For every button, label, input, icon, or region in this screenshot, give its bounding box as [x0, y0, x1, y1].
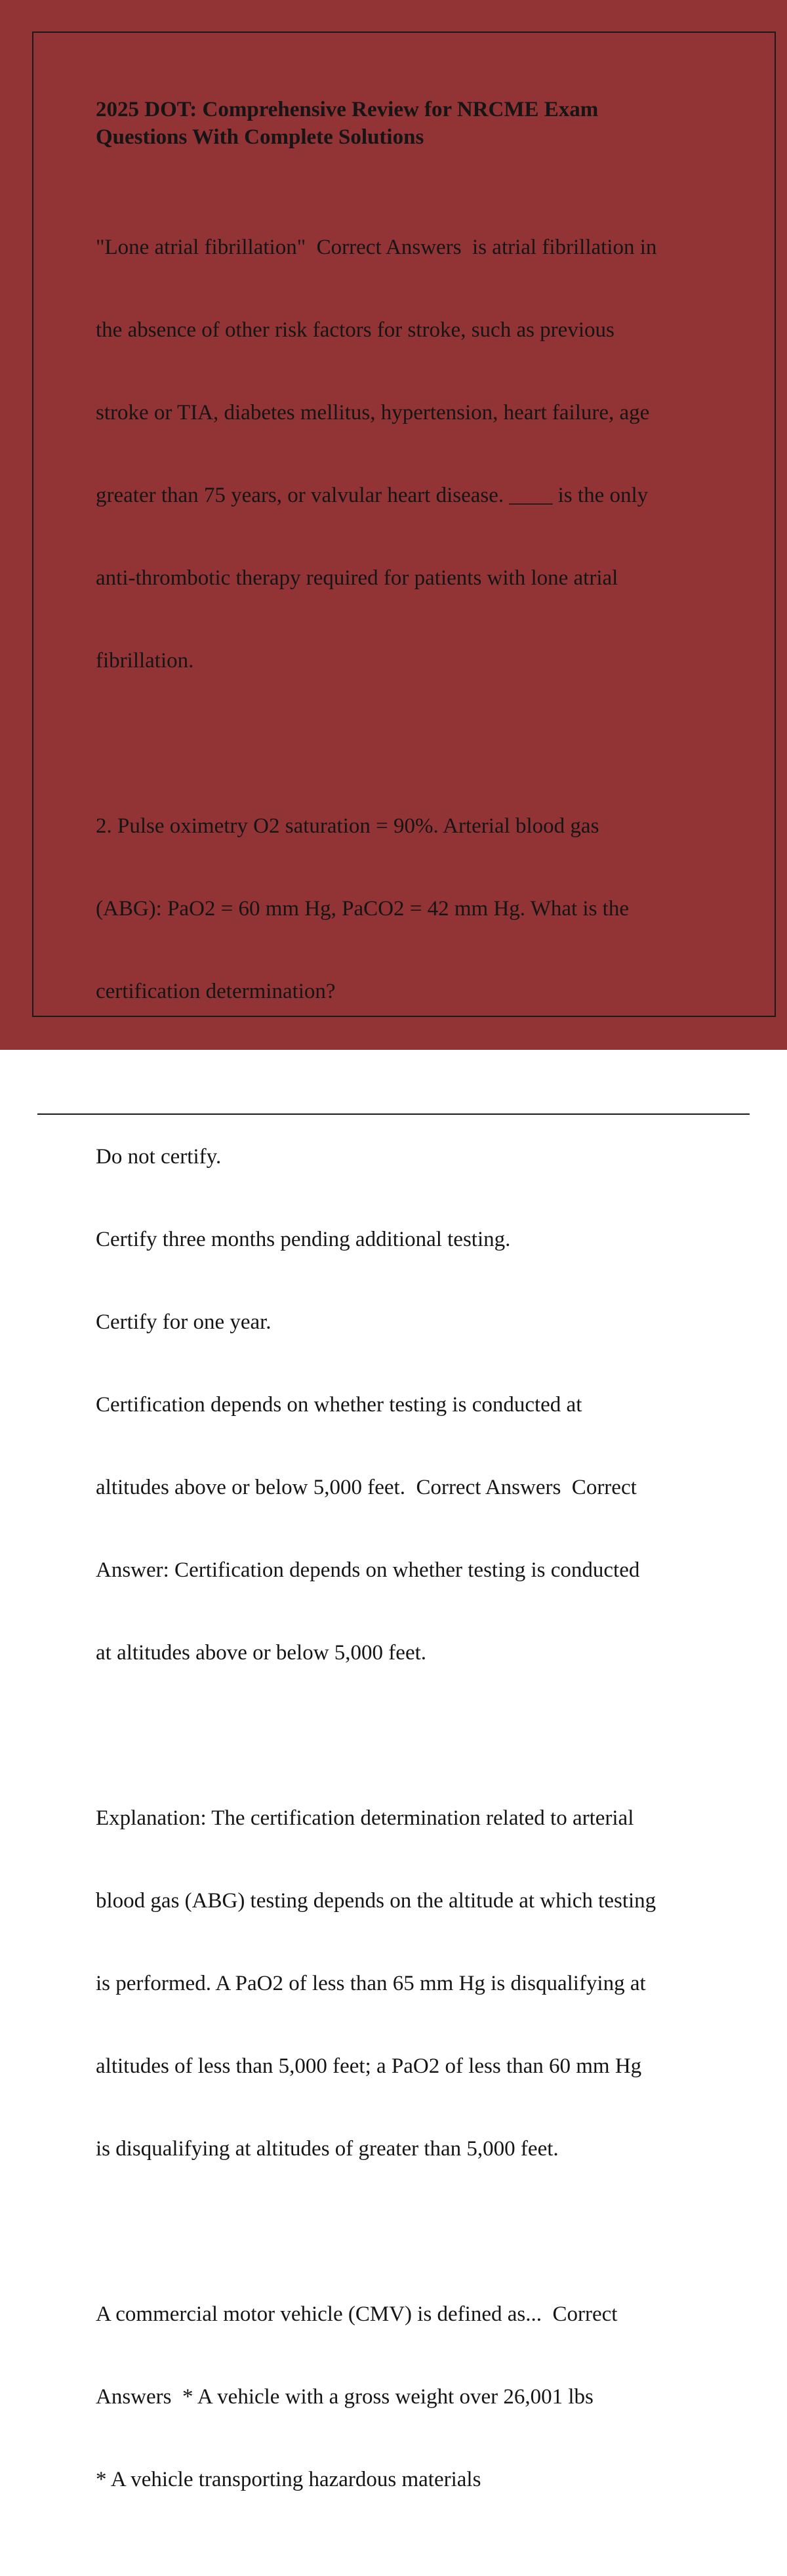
paragraph-explanation — [96, 1749, 725, 2218]
paragraph-cmv-definition — [96, 2245, 725, 2548]
text-line: greater than 75 years, or valvular heart disease. ____ is the only — [96, 484, 649, 507]
text-line: Do not certify. — [96, 1145, 222, 1169]
text-line: A commercial motor vehicle (CMV) is defined as... Correct — [96, 2302, 618, 2326]
text-line: stroke or TIA, diabetes mellitus, hypertension, heart failure, age — [96, 401, 650, 425]
text-line: 2. Pulse oximetry O2 saturation = 90%. Arterial blood gas — [96, 814, 599, 838]
document-title — [96, 96, 725, 151]
text-line: Answers * A vehicle with a gross weight over 26,001 lbs — [96, 2385, 594, 2409]
title-line: 2025 DOT: Comprehensive Review for NRCME Exam — [96, 98, 599, 121]
text-line: blood gas (ABG) testing depends on the altitude at which testing — [96, 1889, 656, 1913]
title-line: Questions With Complete Solutions — [96, 125, 424, 149]
text-line: fibrillation. — [96, 649, 194, 673]
document-content — [96, 96, 725, 2576]
paragraph-question-2 — [96, 757, 725, 1060]
text-line: (ABG): PaO2 = 60 mm Hg, PaCO2 = 42 mm Hg. What is the — [96, 897, 629, 921]
text-line: the absence of other risk factors for stroke, such as previous — [96, 318, 615, 342]
text-line: certification determination? — [96, 980, 336, 1003]
text-line: at altitudes above or below 5,000 feet. — [96, 1641, 427, 1665]
text-line: anti-thrombotic therapy required for patients with lone atrial — [96, 566, 618, 590]
text-line: Certify three months pending additional testing. — [96, 1228, 511, 1251]
text-line: Certification depends on whether testing is conducted at — [96, 1393, 582, 1417]
text-line: * A vehicle transporting hazardous materials — [96, 2468, 481, 2491]
text-line: "Lone atrial fibrillation" Correct Answers is atrial fibrillation in — [96, 236, 657, 259]
paragraph-answer-options — [96, 1088, 725, 1722]
text-line: altitudes above or below 5,000 feet. Correct Answers Correct — [96, 1476, 637, 1499]
text-line: is performed. A PaO2 of less than 65 mm Hg is disqualifying at — [96, 1972, 646, 1995]
text-line: Answer: Certification depends on whether testing is conducted — [96, 1558, 640, 1582]
text-line: Certify for one year. — [96, 1310, 272, 1334]
page-bottom-rule — [37, 1113, 750, 1115]
text-line: Explanation: The certification determination related to arterial — [96, 1806, 634, 1830]
text-line: altitudes of less than 5,000 feet; a PaO2 of less than 60 mm Hg — [96, 2054, 642, 2078]
paragraph-lone-atrial-fibrillation — [96, 178, 725, 730]
text-line: is disqualifying at altitudes of greater than 5,000 feet. — [96, 2137, 559, 2161]
